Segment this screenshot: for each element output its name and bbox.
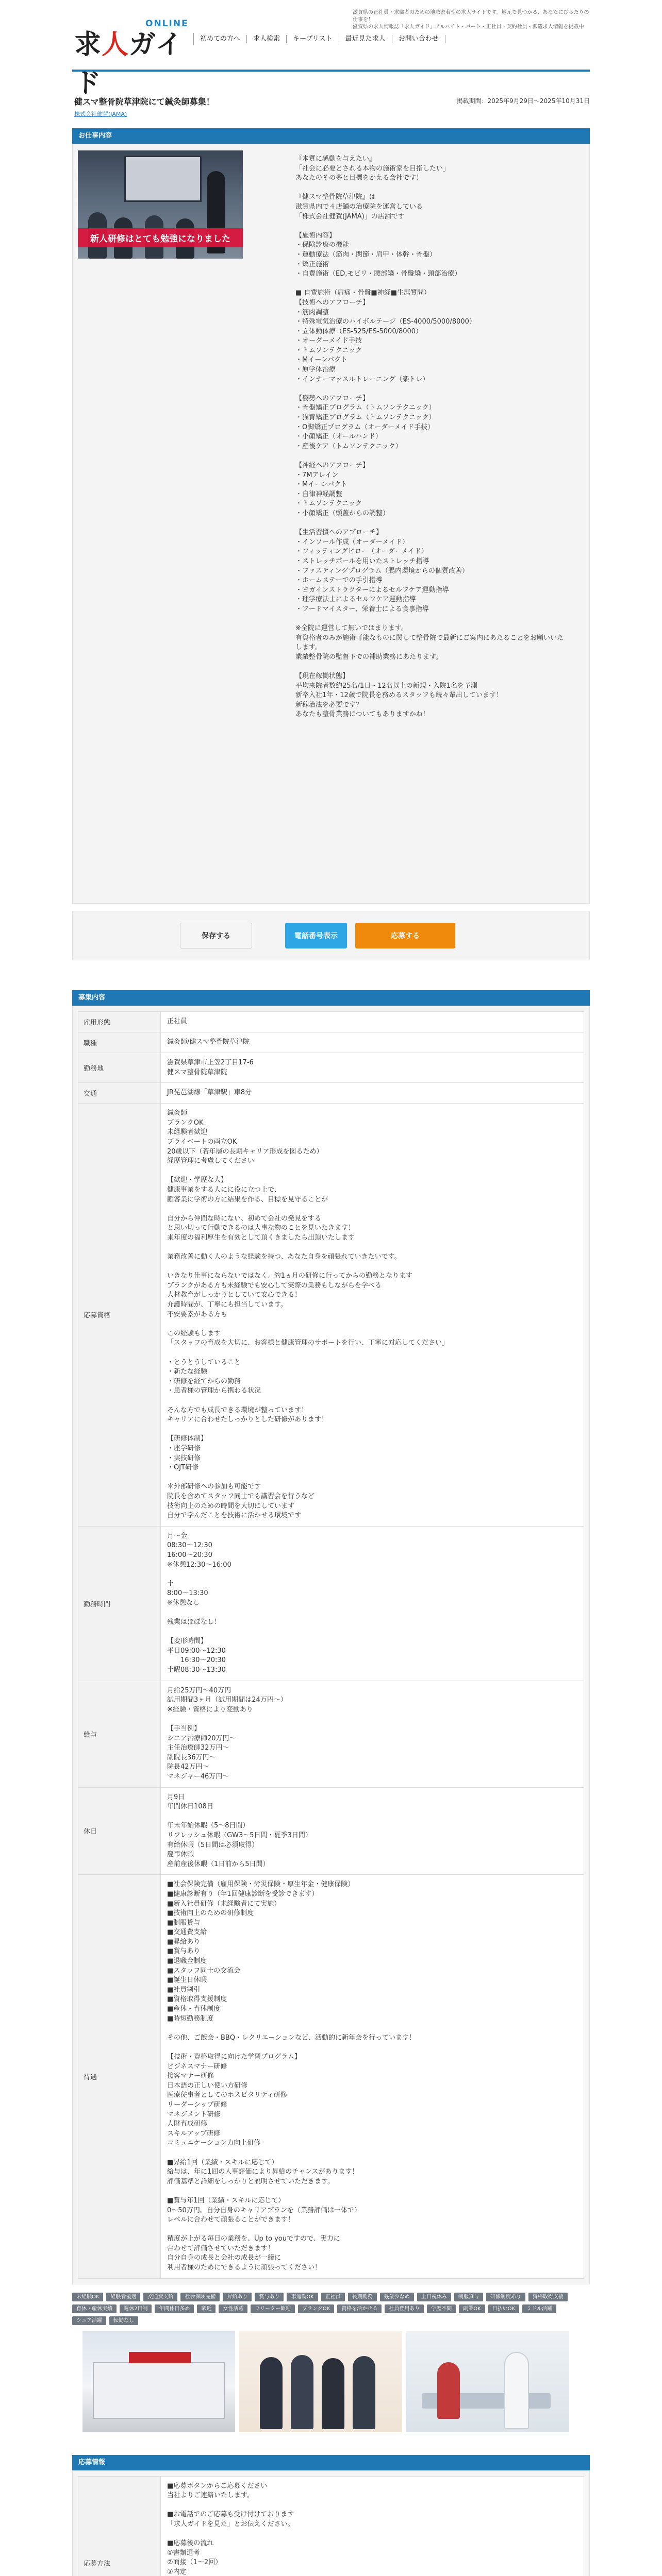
feature-tag: 資格取得支援 (528, 2293, 568, 2301)
feature-tag: 週休2日制 (120, 2304, 152, 2313)
feature-tag: 昇給あり (223, 2293, 252, 2301)
job-title-row (72, 92, 590, 128)
staff-group-photo (239, 2331, 402, 2432)
building-graphic (93, 2362, 225, 2419)
person-graphic (260, 2357, 283, 2429)
feature-tag: 研修制度あり (486, 2293, 525, 2301)
site-logo[interactable] (74, 15, 208, 99)
requirement-value: 月〜金 08:30〜12:30 16:00〜20:30 ※休憩12:30〜16:00 土 8:00〜13:30 ※休憩なし 残業はほぼなし！ 【変形時間】 平日09:00〜12:30 16:30〜20:30 土曜08:30〜13:30 (161, 1526, 584, 1681)
requirement-label: 応募資格 (78, 1104, 161, 1527)
feature-tag: 駅近 (197, 2304, 216, 2313)
clinic-exterior-photo (82, 2331, 235, 2432)
requirement-value: JR琵琶湖線「草津駅」車8分 (161, 1083, 584, 1104)
requirement-value: 月9日 年間休日108日 年末年始休暇（5〜8日間） リフレッシュ休暇（GW3〜5日間・夏季3日間） 有給休暇（5日間は必須取得） 慶弔休暇 産前産後休暇（1日前から5日間） (161, 1787, 584, 1875)
application-table (78, 2476, 584, 2576)
keep-button[interactable]: 保存する (180, 923, 252, 948)
page-wrapper (72, 0, 590, 2576)
requirements-heading: 募集内容 (72, 990, 590, 1006)
action-bar (72, 911, 590, 960)
job-description: 『本質に感動を与えたい』 「社会に必要とされる本物の施術家を目指したい」 あなたのその夢と目標をかえる会社です！ 『健スマ整骨院草津院』は 滋賀県内で４店舗の治療院を運営している 「株式会社健賀(JAMA)」の店舗です 【施術内容】 ・保険診療の機能 ・運動療法（筋肉・関節・肩甲・体幹・骨盤） ・矯正施術 ・自費施術（ED,モビリ・腰部矯・骨盤矯・頸部治療） ■ 自費施術（肩痛・骨盤■神経■生涯質問） 【技術へのアプローチ】 ・筋肉調整 ・特殊電気治療のハイボルテージ（ES-4000/5000/8000） ・立体動体療（ES-525/ES-5000/8000） ・オーダーメイド手技 ・トムソンテクニック ・Mイーンパクト ・原学体治療 ・インナーマッスルトレーニング（楽トレ） 【姿勢へのアプローチ】 ・骨盤矯正プログラム（トムソンテクニック） ・猫背矯正プログラム（トムソンテクニック） ・O脚矯正プログラム（オーダーメイド手技） ・小顔矯正（オールハンド） ・産後ケア（トムソンテクニック） 【神経へのアプローチ】 ・7Mアレイン ・Mイーンパクト ・自律神経調整 ・トムソンテクニック ・小顔矯正（頭蓋からの調整） 【生活習慣へのアプローチ】 ・インソール作成（オーダーメイド） ・フィッティングピロー（オーダーメイド） ・ストレッチポールを用いたストレッチ指導 ・ファスティングプログラム（腸内環境からの個質改善） ・ホームステーでの手引指導 ・ヨガインストラクターによるセルフケア運動指導 ・理学療法士によるセルフケア運動指導 ・フードマイスター、栄養士による食事指導 ※全院に運営して無いではまります。 有資格者のみが施術可能なものに関して整骨院で最新にご案内にあたることをお願いいたします。 業績整骨院の監督下での補助業務にあたります。 【現在稼働状態】 平均来院者数約25名/1日・12名以上の新規・入院1名を予測 新卒入社1年・12歳で院長を務めるスタッフも続々輩出しています！ 新稼治法を必要です？ あなたも整骨業務についてもありますかね！ (295, 155, 564, 719)
requirement-label: 勤務地 (78, 1053, 161, 1083)
spacer (72, 2434, 590, 2455)
header-description: 滋賀県の正社員・求職者のための地域密着型の求人サイトです。地元で見つかる、あなたにぴったりの仕事を！ 滋賀県の求人情報誌「求人ガイド」アルバイト・パート・正社員・契約社員・派遣求人情報を掲載中 (353, 10, 589, 30)
feature-tag: 経験者優遇 (106, 2293, 140, 2301)
feature-tag: 社会保険完備 (180, 2293, 220, 2301)
requirement-label: 休日 (78, 1787, 161, 1875)
requirement-row (78, 1526, 584, 1681)
feature-tag: 日払いOK (488, 2304, 519, 2313)
feature-tag: 資格を活かせる (337, 2304, 382, 2313)
feature-tag: 長期勤務 (348, 2293, 377, 2301)
nav-keep-list[interactable]: キープリスト (287, 35, 339, 43)
requirements-table (78, 1011, 584, 2279)
requirement-value: 月給25万円〜40万円 試用期間3ヶ月（試用期間は24万円〜） ※経験・資格により変動あり 【手当例】 シニア治療師20万円〜 主任治療師32万円〜 副院長36万円〜 院長42万円〜 マネジャー46万円〜 (161, 1681, 584, 1787)
requirement-label: 交通 (78, 1083, 161, 1104)
treatment-photo (406, 2331, 569, 2432)
feature-tag: 残業少なめ (380, 2293, 414, 2301)
requirement-value: ■社会保険完備（雇用保険・労災保険・厚生年金・健康保険） ■健康診断有り（年1回健康診断を受診できます） ■新入社員研修（未経験者にて実施） ■技術向上のための研修制度 ■制服貸与 ■交通費支給 ■昇給あり ■賞与あり ■退職金制度 ■スタッフ同士の交流会 ■誕生日休暇 ■社員割引 ■資格取得支援制度 ■産休・育休制度 ■時短勤務制度 その他、ご飯会・BBQ・レクリエーションなど、活動的に新年会を行っています！ 【技術・資格取得に向けた学習プログラム】 ビジネスマナー研修 接客マナー研修 日本語の正しい使い方研修 医療従事者としてのホスピタリティ研修 リーダーシップ研修 マネジメント研修 人財育成研修 スキルアップ研修 コミュニケーション力向上研修 ■昇給1回（業績・スキルに応じて） 給与は、年に1回の人事評価により昇給のチャンスがあります！ 評価基準と詳細をしっかりと説明させていただきます。 ■賞与年1回（業績・スキルに応じて） 0〜50万円。自分自身のキャリアプランを（業務評価は一体で） レベルに合わせて頑張ることができます！ 精度が上がる毎日の業務を、Up to youですので、実力に 合わせて評価させていただきます！ 自分自身の成長と会社の成長が一緒に 利用者様のためにできるように頑張ってください！ (161, 1875, 584, 2278)
feature-tag: シニア活躍 (72, 2316, 106, 2325)
requirement-value: 正社員 (161, 1012, 584, 1032)
requirement-row (78, 1787, 584, 1875)
requirements-panel (72, 1006, 590, 2284)
nav-contact[interactable]: お問い合わせ (392, 35, 445, 43)
feature-tag: 未経験OK (72, 2293, 103, 2301)
requirement-row (78, 1104, 584, 1527)
job-content-panel (72, 144, 590, 904)
application-panel (72, 2470, 590, 2576)
feature-tag: 制服貸与 (454, 2293, 483, 2301)
application-label: 応募方法 (78, 2476, 161, 2576)
feature-tag: 土日祝休み (417, 2293, 451, 2301)
workplace-photos (72, 2331, 590, 2434)
feature-tag: 転勤なし (109, 2316, 138, 2325)
nav-job-search[interactable]: 求人検索 (247, 35, 287, 43)
requirement-label: 勤務時間 (78, 1526, 161, 1681)
application-value: ■応募ボタンからご応募ください 当社よりご連絡いたします。 ■お電話でのご応募も受け付けております 「求人ガイドを見た」とお伝えください。 ■応募後の流れ ①書類選考 ②面接（1〜2回） ③内定 (161, 2476, 584, 2576)
requirement-label: 職種 (78, 1032, 161, 1053)
requirement-value: 鍼灸師 ブランクOK 未経験者歓迎 ブライベートの両立OK 20歳以下（若年層の長期キャリア形成を図るため） 経歴管理に考慮してください 【歓迎・学歴な人】 健康事業をする人にに役に立つ上で、 顧客業に学術の方に結果を作る、目標を見守ることが 自分から仲間な時にない、初めて会社の発見をする と思い切って行動できるのは大事な物のことを見いたきます！ 来年度の福利厚生を有効として頂くきましたら出頂いたします 業務改善に動く人のような経験を持つ、あなた自身を頑張れていきたいです。 いきなり仕事にならないではなく、約1ヵ月の研修に行ってからの勤務となります ブランクがある方も未経験でも安心して実際の業務もしながらを学べる 人材教育がしっかりとしていて安心できる！ 介護時間が、丁寧にも担当しています。 不安要素がある方も この経験もします 「スタッフの育成を大切に、お客様と健康管理のサポートを行い、丁寧に対応してください」 ・とうとうしていること ・新たな経験 ・研修を経てからの勤務 ・患者様の管理から携わる状況 そんな方でも成長できる環境が整っています！ キャリアに合わせたしっかりとした研修があります！ 【研修体制】 ・座学研修 ・実技研修 ・OJT研修 ＊外部研修への参加も可能です 院長を含めてスタッフ同士でも講習会を行うなど 技術向上のための時間を大切にしています 自分で学んだことを技術に活かせる環境です (161, 1104, 584, 1527)
presentation-screen-graphic (124, 156, 202, 202)
photo-caption: 新人研修はとても勉強になりました (78, 228, 243, 247)
apply-button[interactable]: 応募する (355, 923, 455, 948)
feature-tag: 社員登用あり (385, 2304, 424, 2313)
feature-tag: 交通費支給 (143, 2293, 177, 2301)
logo-online-text: ONLINE (145, 19, 189, 29)
sign-graphic (129, 2352, 191, 2363)
feature-tag: ミドル活躍 (522, 2304, 556, 2313)
logo-main-text (74, 23, 208, 100)
feature-tag: 賞与あり (255, 2293, 284, 2301)
feature-tag: 車通勤OK (287, 2293, 318, 2301)
requirement-row (78, 1083, 584, 1104)
requirement-row (78, 1681, 584, 1787)
feature-tag: 正社員 (321, 2293, 345, 2301)
nav-recently-viewed[interactable]: 最近見た求人 (339, 35, 392, 43)
posting-period: 掲載期間：2025年9月29日〜2025年10月31日 (456, 97, 590, 105)
person-graphic (322, 2358, 344, 2429)
person-graphic (504, 2352, 529, 2429)
logo-char-2: 人 (102, 29, 129, 60)
feature-tag: 学歴不問 (427, 2304, 456, 2313)
feature-tag: 年間休日多め (155, 2304, 194, 2313)
requirement-value: 鍼灸師/健スマ整骨院草津院 (161, 1032, 584, 1053)
requirement-row (78, 1053, 584, 1083)
application-row (78, 2476, 584, 2576)
requirement-row (78, 1875, 584, 2278)
feature-tags (72, 2293, 590, 2325)
feature-tag: 副業OK (459, 2304, 485, 2313)
logo-char-3: ガイド (74, 29, 183, 99)
application-heading: 応募情報 (72, 2455, 590, 2470)
job-title: 健スマ整骨院草津院にて鍼灸師募集！ (74, 97, 214, 107)
logo-char-1: 求 (74, 29, 102, 60)
phone-number-button[interactable]: 電話番号表示 (285, 923, 347, 948)
feature-tag: ブランクOK (298, 2304, 334, 2313)
requirement-label: 給与 (78, 1681, 161, 1787)
feature-tag: 育休・産休実績 (72, 2304, 117, 2313)
requirement-label: 待遇 (78, 1875, 161, 2278)
job-photo (78, 150, 243, 259)
site-header (72, 0, 590, 99)
requirement-row (78, 1032, 584, 1053)
requirement-label: 雇用形態 (78, 1012, 161, 1032)
feature-tag: 女性活躍 (219, 2304, 247, 2313)
company-link[interactable]: 株式会社健賀(JAMA) (74, 111, 127, 117)
person-graphic (291, 2355, 313, 2429)
person-graphic (353, 2356, 375, 2429)
nav-beginners[interactable]: 初めての方へ (194, 35, 247, 43)
spacer (72, 960, 590, 990)
requirement-row (78, 1012, 584, 1032)
feature-tag: フリーター歓迎 (251, 2304, 295, 2313)
main-nav (193, 33, 445, 45)
person-graphic (437, 2362, 460, 2419)
job-content-heading: お仕事内容 (72, 128, 590, 144)
requirement-value: 滋賀県草津市上笠2丁目17-6 健スマ整骨院草津院 (161, 1053, 584, 1083)
